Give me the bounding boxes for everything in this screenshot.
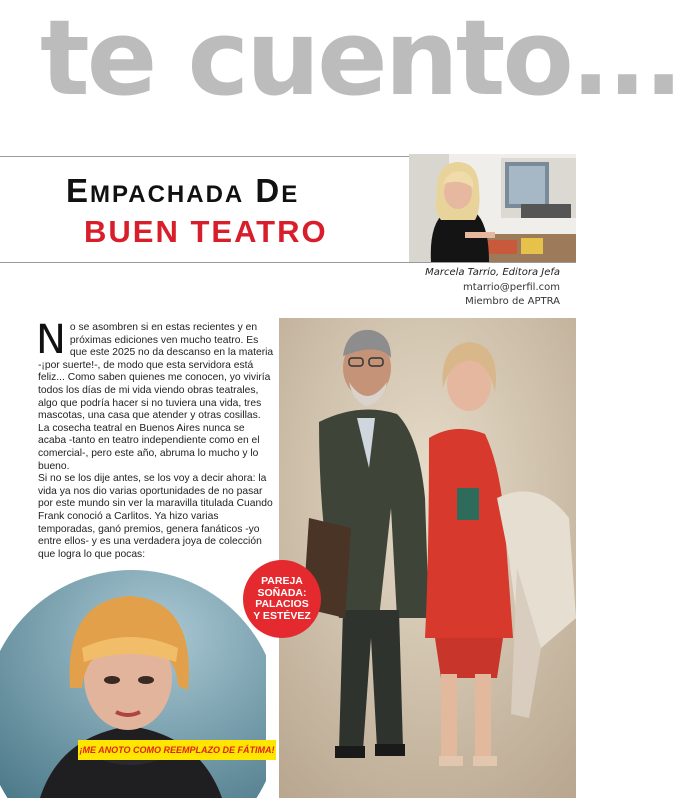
article-paragraph-2: La cosecha teatral en Buenos Aires nunca se acaba -tanto en teatro independiente como en el comercial-, pero este año, abruma lo mucho y lo bueno.: [38, 422, 260, 472]
badge-line-1: PAREJA: [261, 575, 303, 587]
headline-cap-e: E: [66, 172, 91, 209]
headline-word-de: E: [281, 181, 300, 208]
drop-cap: N: [36, 317, 66, 363]
badge-line-4: Y ESTÉVEZ: [253, 609, 311, 622]
pareja-badge: [243, 560, 321, 638]
main-photo: [279, 318, 576, 798]
headline-line-2: BUEN TEATRO: [84, 214, 328, 249]
headline-cap-d: D: [255, 172, 282, 209]
author-byline: [370, 266, 560, 310]
author-photo: [409, 154, 576, 262]
article-paragraph-3: Si no se los dije antes, se los voy a decir ahora: la vida ya nos dio varias oportunidades de no pasar por este mundo sin ver la maravilla titulada Cuando Frank conoció a Carlitos. Ya hizo varias temporadas, ganó premios, genera fanáticos -yo entre ellos- y es una verdadera joya de colección que logra lo que pocas:: [38, 473, 273, 560]
paragraph-1-text: o se asombren si en estas recientes y en próximas ediciones ven mucho teatro. Es que este 2025 no da descanso en la materia -¡por suerte!-, de modo que esta servidora está feliz... Como saben quienes me conocen, yo viviría todos los días de mi vida viendo obras teatrales, algo que podría hacer si no tuviera una vida, tres mascotas, una casa que atender y otras cosillas.: [38, 322, 274, 422]
author-membership: Miembro de APTRA: [465, 296, 560, 307]
section-kicker: te cuento...: [40, 0, 680, 119]
article-paragraph-1: [36, 317, 274, 423]
headline-line-1: [66, 172, 299, 210]
headline-word-empachada: MPACHADA: [90, 181, 245, 208]
inset-caption: ¡ME ANOTO COMO REEMPLAZO DE FÁTIMA!: [78, 740, 276, 760]
badge-line-2: SOÑADA:: [257, 586, 307, 599]
author-email: mtarrio@perfil.com: [463, 281, 560, 293]
article-body: [36, 317, 274, 561]
author-name: Marcela Tarrio, Editora Jefa: [425, 267, 560, 278]
inset-photo: [0, 566, 266, 798]
header-rule-bottom: [0, 262, 576, 263]
badge-line-3: PALACIOS: [255, 598, 309, 610]
